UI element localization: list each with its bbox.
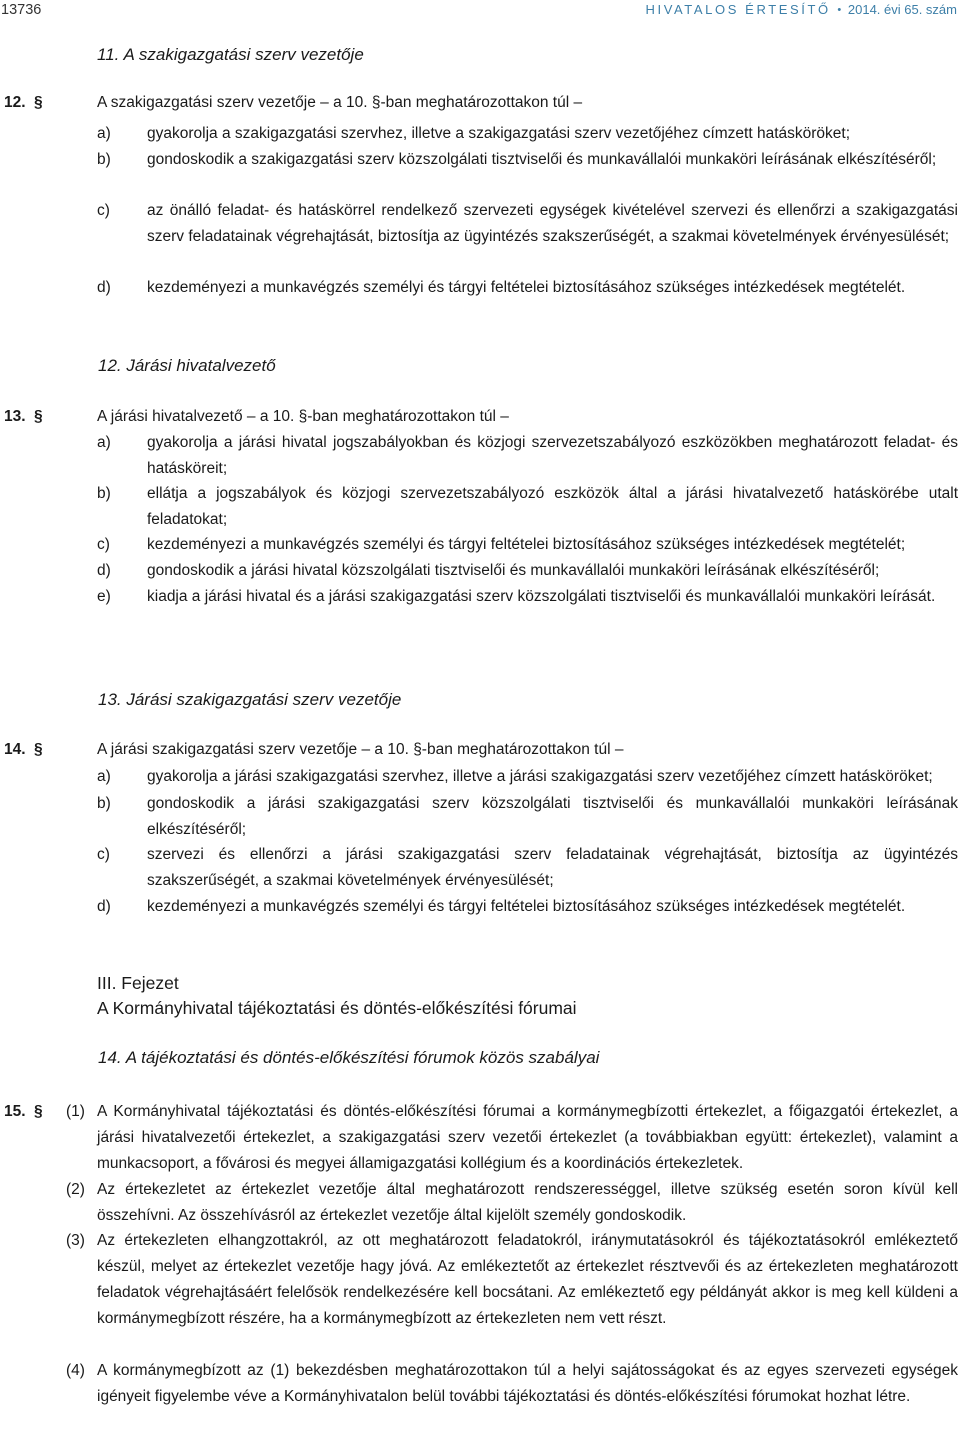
section-number: 12. <box>4 94 26 111</box>
section-intro: A járási szakigazgatási szerv vezetője – a 10. §-ban meghatározottakon túl – <box>97 741 624 758</box>
item-label: c) <box>97 202 110 219</box>
paragraph-text: Az értekezletet az értekezlet vezetője által meghatározott rendszerességgel, illetve szükség esetén soron kívül kell összehívni. Az összehívásról az értekezlet vezetője által kijelölt személy gondoskodik. <box>97 1181 958 1224</box>
item-text: gondoskodik a szakigazgatási szerv közszolgálati tisztviselői és munkavállalói munkaköri leírásának elkészítéséről; <box>147 151 937 168</box>
section-sign: § <box>34 741 43 758</box>
journal-title: HIVATALOS ÉRTESÍTŐ <box>645 2 831 17</box>
item-text: gondoskodik a járási hivatal közszolgálati tisztviselői és munkavállalói munkaköri leírásának elkészítéséről; <box>147 562 880 579</box>
separator-dot: • <box>837 4 842 16</box>
item-text: kezdeményezi a munkavégzés személyi és tárgyi feltételei biztosításához szükséges intézkedések megtételét. <box>147 898 906 915</box>
section-intro: A szakigazgatási szerv vezetője – a 10. §-ban meghatározottakon túl – <box>97 94 583 111</box>
item-label: c) <box>97 846 110 863</box>
section-intro: A járási hivatalvezető – a 10. §-ban meghatározottakon túl – <box>97 408 509 425</box>
item-text: gondoskodik a járási szakigazgatási szerv közszolgálati tisztviselői és munkavállalói munkaköri leírásának elkészítéséről; <box>147 795 958 838</box>
item-label: d) <box>97 279 111 296</box>
subheading-13: 13. Járási szakigazgatási szerv vezetője <box>98 690 402 709</box>
item-label: d) <box>97 562 111 579</box>
item-label: a) <box>97 768 111 785</box>
item-text: szervezi és ellenőrzi a járási szakigazgatási szerv feladatainak végrehajtását, biztosítja az ügyintézés szakszerűségét, a szakmai követelmények érvényesülését; <box>147 846 958 889</box>
item-label: c) <box>97 536 110 553</box>
paragraph-text: A kormánymegbízott az (1) bekezdésben meghatározottakon túl a helyi sajátosságokat és az egyes szervezeti egységek igényeit figyelembe véve a Kormányhivatalon belül további tájékoztatási és döntés-előkészítési fórumokat hozhat létre. <box>97 1362 958 1405</box>
item-label: b) <box>97 485 111 502</box>
section-number: 13. <box>4 408 26 425</box>
item-label: b) <box>97 151 111 168</box>
item-text: gyakorolja a szakigazgatási szervhez, illetve a szakigazgatási szerv vezetőjéhez címzett hatásköröket; <box>147 125 851 142</box>
section-sign: § <box>34 408 43 425</box>
paragraph-label: (2) <box>66 1181 85 1198</box>
item-label: b) <box>97 795 111 812</box>
item-label: a) <box>97 125 111 142</box>
section-sign: § <box>34 94 43 111</box>
item-text: kezdeményezi a munkavégzés személyi és tárgyi feltételei biztosításához szükséges intézkedések megtételét. <box>147 279 906 296</box>
paragraph-label: (1) <box>66 1103 85 1120</box>
item-text: gyakorolja a járási hivatal jogszabályokban és közjogi szervezetszabályozó eszközökben meghatározott feladat- és hatásköreit; <box>147 434 958 477</box>
section-number: 15. <box>4 1103 26 1120</box>
paragraph-label: (4) <box>66 1362 85 1379</box>
journal-info <box>646 0 958 20</box>
item-text: kiadja a járási hivatal és a járási szakigazgatási szerv közszolgálati tisztviselői és munkavállalói munkaköri leírását. <box>147 588 936 605</box>
paragraph-text: Az értekezleten elhangzottakról, az ott meghatározott feladatokról, iránymutatásokról és tájékoztatásokról emlékeztető készül, melyet az értekezlet vezetője hagy jóvá. Az emlékeztetőt az értekezlet résztvevői és az értekezleten meghatározott feladatok végrehajtásáért felelősök rendelkezésére kell bocsátani. Az emlékeztető egy példányát akkor is meg kell küldeni a kormánymegbízott részére, ha a kormánymegbízott az értekezleten nem vett részt. <box>97 1232 958 1327</box>
issue-number: 2014. évi 65. szám <box>847 2 957 17</box>
subheading-14: 14. A tájékoztatási és döntés-előkészítési fórumok közös szabályai <box>98 1048 600 1067</box>
page-number: 13736 <box>1 2 42 18</box>
chapter-label: III. Fejezet <box>97 973 179 993</box>
paragraph-label: (3) <box>66 1232 85 1249</box>
item-label: a) <box>97 434 111 451</box>
item-text: ellátja a jogszabályok és közjogi szervezetszabályozó eszközök által a járási hivatalvezető hatáskörébe utalt feladatokat; <box>147 485 958 528</box>
section-number: 14. <box>4 741 26 758</box>
page-header <box>0 0 960 20</box>
chapter-title: A Kormányhivatal tájékoztatási és döntés-előkészítési fórumai <box>97 998 577 1018</box>
item-label: d) <box>97 898 111 915</box>
item-label: e) <box>97 588 111 605</box>
item-text: gyakorolja a járási szakigazgatási szervhez, illetve a járási szakigazgatási szerv vezetőjéhez címzett hatásköröket; <box>147 768 933 785</box>
subheading-12: 12. Járási hivatalvezető <box>98 356 276 375</box>
subheading-11: 11. A szakigazgatási szerv vezetője <box>97 45 364 64</box>
item-text: kezdeményezi a munkavégzés személyi és tárgyi feltételei biztosításához szükséges intézkedések megtételét; <box>147 536 906 553</box>
item-text: az önálló feladat- és hatáskörrel rendelkező szervezeti egységek kivételével szervezi és ellenőrzi a szakigazgatási szerv feladatainak végrehajtását, biztosítja az ügyintézés szakszerűségét, a szakmai követelmények érvényesülését; <box>147 202 958 245</box>
paragraph-text: A Kormányhivatal tájékoztatási és döntés-előkészítési fórumai a kormánymegbízotti értekezlet, a főigazgatói értekezlet, a járási hivatalvezetői értekezlet, a szakigazgatási szerv vezetői értekezlet (a továbbiakban együtt: értekezlet), valamint a munkacsoport, a fővárosi és megyei államigazgatási kollégium és a koordinációs értekezletek. <box>97 1103 958 1172</box>
section-sign: § <box>34 1103 43 1120</box>
